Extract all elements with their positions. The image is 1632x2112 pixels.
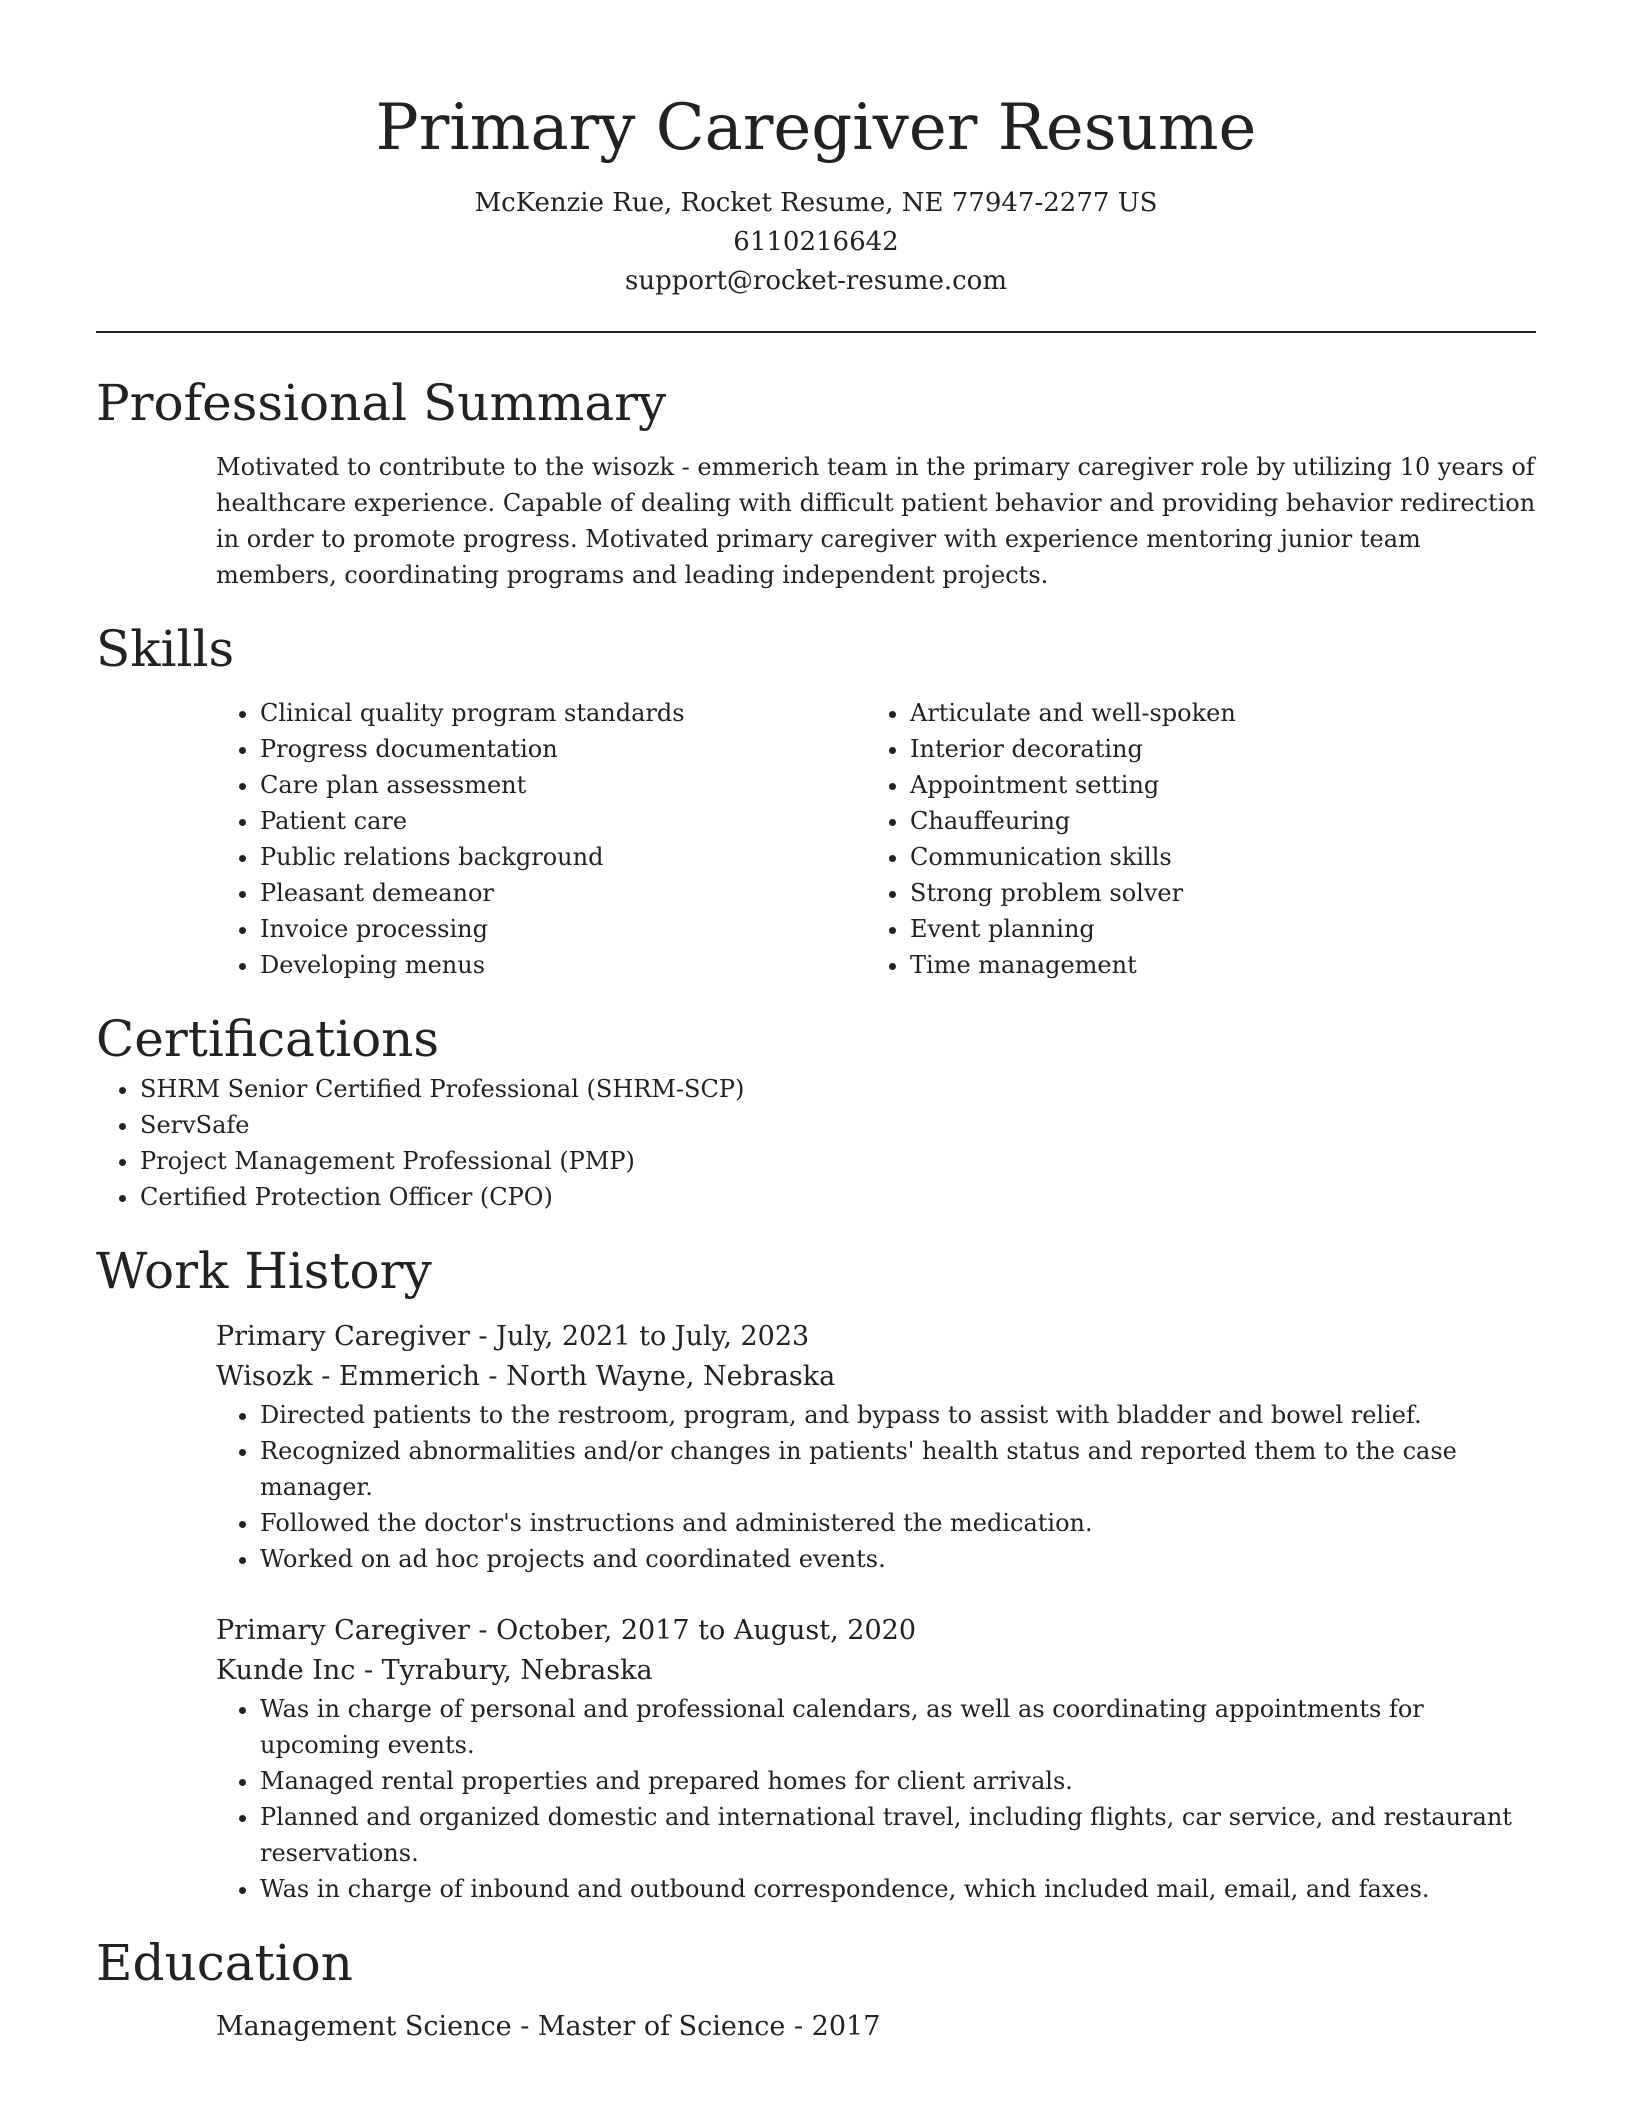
job-title-line: Primary Caregiver - July, 2021 to July, 2023: [216, 1321, 810, 1352]
job-bullet: • Managed rental properties and prepared homes for client arrivals.: [260, 1763, 1536, 1799]
contact-address: McKenzie Rue, Rocket Resume, NE 77947-2277 US: [474, 188, 1158, 218]
job-bullet: • Followed the doctor's instructions and administered the medication.: [260, 1505, 1536, 1541]
skills-list-left: [216, 695, 866, 983]
skill-item: • Chauffeuring: [910, 803, 1516, 839]
summary-text: Motivated to contribute to the wisozk - emmerich team in the primary caregiver role by utilizing 10 years of healthcare experience. Capable of dealing with difficult patient behavior and providing behavior redirection in order to promote progress. Motivated primary caregiver with experience mentoring junior team members, coordinating programs and leading independent projects.: [216, 453, 1536, 589]
skill-item: • Time management: [910, 947, 1516, 983]
skills-column-right: [866, 695, 1516, 983]
section-heading-work-history: Work History: [96, 1242, 432, 1300]
skill-item: • Clinical quality program standards: [260, 695, 866, 731]
job-bullets: [216, 1691, 1536, 1907]
education-section: [96, 1931, 1536, 2047]
skill-item: • Articulate and well-spoken: [910, 695, 1516, 731]
skills-columns: [216, 695, 1536, 983]
skill-item: • Progress documentation: [260, 731, 866, 767]
job-bullet: • Directed patients to the restroom, program, and bypass to assist with bladder and bowel relief.: [260, 1397, 1536, 1433]
job-bullet: • Planned and organized domestic and international travel, including flights, car service, and restaurant reservations.: [260, 1799, 1536, 1871]
job-title-line: Primary Caregiver - October, 2017 to August, 2020: [216, 1615, 916, 1646]
job-company-line: Wisozk - Emmerich - North Wayne, Nebraska: [216, 1361, 836, 1392]
work-history-section: [96, 1239, 1536, 1907]
certification-item: • Certified Protection Officer (CPO): [140, 1179, 1536, 1215]
contact-email: support@rocket-resume.com: [624, 266, 1007, 296]
header-divider: [96, 331, 1536, 333]
skill-item: • Care plan assessment: [260, 767, 866, 803]
certification-item: • SHRM Senior Certified Professional (SHRM-SCP): [140, 1071, 1536, 1107]
contact-phone: 6110216642: [733, 227, 899, 257]
resume-header: [96, 0, 1536, 301]
job-company-line: Kunde Inc - Tyrabury, Nebraska: [216, 1655, 653, 1686]
skill-item: • Interior decorating: [910, 731, 1516, 767]
skill-item: • Event planning: [910, 911, 1516, 947]
job-bullet: • Recognized abnormalities and/or changes in patients' health status and reported them to the case manager.: [260, 1433, 1536, 1505]
education-entry: Management Science - Master of Science - 2017: [216, 2011, 881, 2042]
skill-item: • Communication skills: [910, 839, 1516, 875]
skill-item: • Public relations background: [260, 839, 866, 875]
section-heading-skills: Skills: [96, 620, 235, 678]
job-entry: [216, 1317, 1536, 1577]
section-heading-summary: Professional Summary: [96, 374, 667, 432]
job-bullet: • Was in charge of personal and professional calendars, as well as coordinating appointments for upcoming events.: [260, 1691, 1536, 1763]
job-bullet: • Worked on ad hoc projects and coordinated events.: [260, 1541, 1536, 1577]
skills-column-left: [216, 695, 866, 983]
section-heading-certifications: Certifications: [96, 1010, 440, 1068]
job-entry: [216, 1611, 1536, 1907]
skill-item: • Appointment setting: [910, 767, 1516, 803]
job-bullets: [216, 1397, 1536, 1577]
job-bullet: • Was in charge of inbound and outbound correspondence, which included mail, email, and faxes.: [260, 1871, 1536, 1907]
skills-section: [96, 617, 1536, 983]
certifications-section: [96, 1007, 1536, 1215]
certification-item: • ServSafe: [140, 1107, 1536, 1143]
certification-item: • Project Management Professional (PMP): [140, 1143, 1536, 1179]
skills-list-right: [866, 695, 1516, 983]
skill-item: • Developing menus: [260, 947, 866, 983]
contact-info: [96, 184, 1536, 301]
skill-item: • Invoice processing: [260, 911, 866, 947]
skill-item: • Pleasant demeanor: [260, 875, 866, 911]
skill-item: • Strong problem solver: [910, 875, 1516, 911]
certifications-list: [96, 1071, 1536, 1215]
section-heading-education: Education: [96, 1934, 353, 1992]
skill-item: • Patient care: [260, 803, 866, 839]
professional-summary-section: [96, 371, 1536, 593]
resume-title: Primary Caregiver Resume: [375, 91, 1257, 165]
